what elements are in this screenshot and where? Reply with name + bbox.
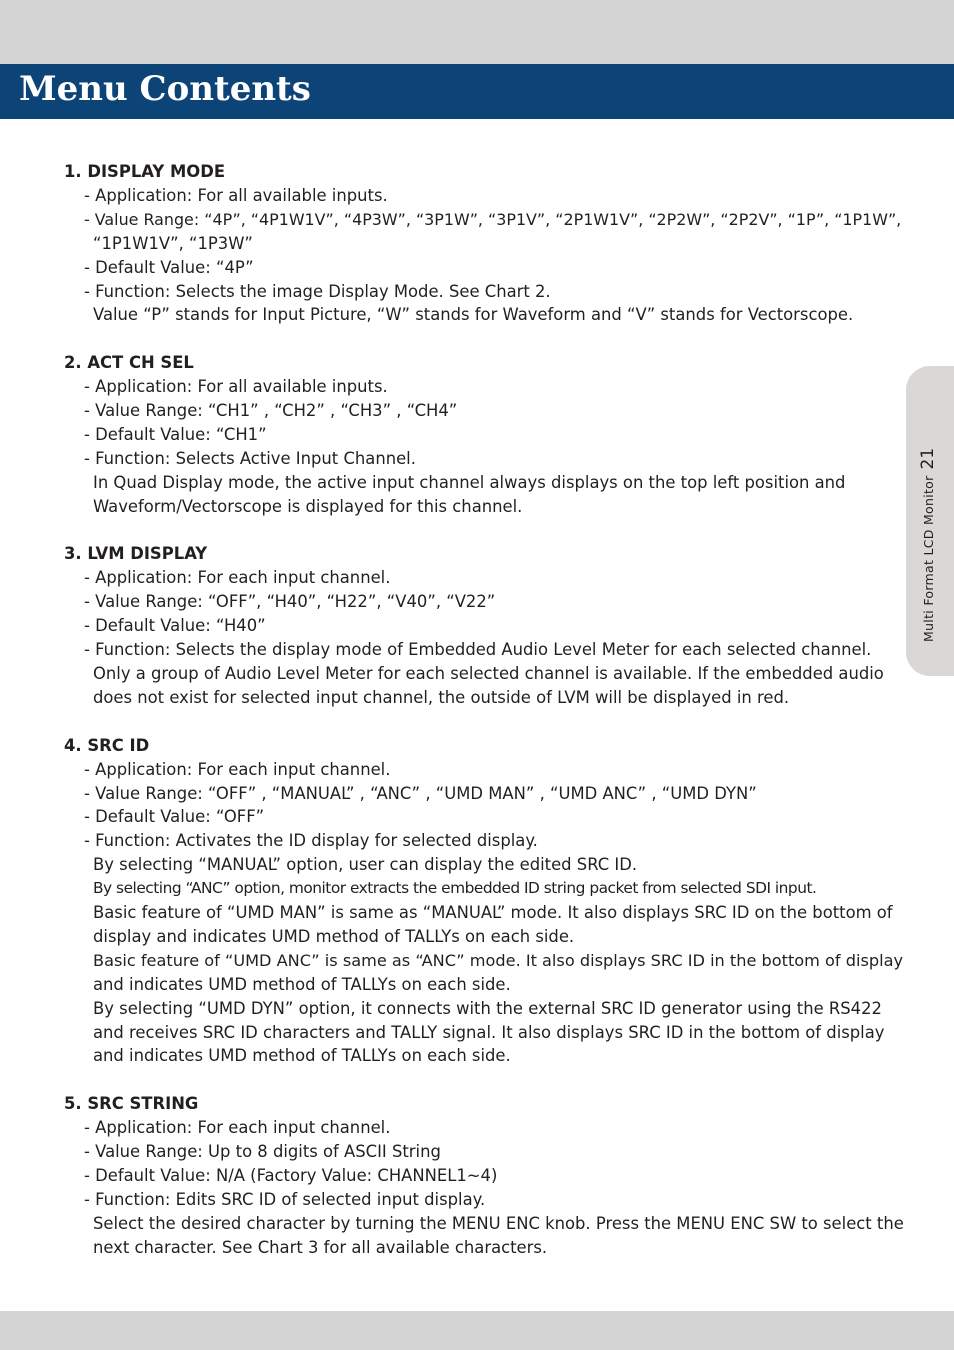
list-item-continuation: In Quad Display mode, the active input channel always displays on the top left position and <box>93 472 846 492</box>
list-item: - Function: Selects Active Input Channel. <box>84 448 416 468</box>
list-item: - Value Range: “OFF”, “H40”, “H22”, “V40”, “V22” <box>84 592 496 612</box>
list-item-continuation: and indicates UMD method of TALLYs on each side. <box>93 1046 511 1066</box>
list-item-continuation: does not exist for selected input channel, the outside of LVM will be displayed in red. <box>93 687 790 707</box>
section-title: 5. SRC STRING <box>64 1094 199 1114</box>
list-item-continuation: Basic feature of “UMD MAN” is same as “MANUAL” mode. It also displays SRC ID on the bottom of <box>93 903 893 923</box>
menu-content <box>64 160 904 1284</box>
list-item: - Value Range: “CH1” , “CH2” , “CH3” , “CH4” <box>84 401 458 421</box>
list-item-continuation: Value “P” stands for Input Picture, “W” stands for Waveform and “V” stands for Vectorscope. <box>93 305 854 325</box>
list-item: - Function: Edits SRC ID of selected input display. <box>84 1189 486 1209</box>
section-display-mode <box>64 160 904 327</box>
list-item-continuation: and indicates UMD method of TALLYs on each side. <box>93 974 511 994</box>
list-item: - Value Range: “4P”, “4P1W1V”, “4P3W”, “3P1W”, “3P1V”, “2P1W1V”, “2P2W”, “2P2V”, “1P”, “1P1W”, <box>84 209 902 229</box>
list-item-continuation: display and indicates UMD method of TALLYs on each side. <box>93 926 575 946</box>
list-item-continuation: Only a group of Audio Level Meter for each selected channel is available. If the embedded audio <box>93 664 884 683</box>
list-item: - Application: For all available inputs. <box>84 377 388 397</box>
section-src-string <box>64 1092 904 1259</box>
section-src-id <box>64 734 904 1069</box>
title-bar <box>0 64 954 119</box>
list-item: - Value Range: Up to 8 digits of ASCII String <box>84 1142 441 1162</box>
list-item: - Default Value: “CH1” <box>84 424 267 444</box>
list-item: - Default Value: “4P” <box>84 257 254 277</box>
section-title: 4. SRC ID <box>64 735 150 755</box>
list-item: - Application: For each input channel. <box>84 568 391 588</box>
side-tab <box>906 366 954 676</box>
bottom-band <box>0 1311 954 1350</box>
section-title: 2. ACT CH SEL <box>64 353 194 373</box>
list-item: - Function: Selects the image Display Mode. See Chart 2. <box>84 281 551 301</box>
list-item-continuation: By selecting “ANC” option, monitor extracts the embedded ID string packet from selected SDI input. <box>93 879 817 898</box>
list-item-continuation: Select the desired character by turning the MENU ENC knob. Press the MENU ENC SW to select the <box>93 1213 904 1233</box>
list-item-continuation: and receives SRC ID characters and TALLY signal. It also displays SRC ID in the bottom of display <box>93 1022 885 1042</box>
section-lvm-display <box>64 542 904 709</box>
section-title: 1. DISPLAY MODE <box>64 162 226 181</box>
list-item: - Function: Selects the display mode of Embedded Audio Level Meter for each selected channel. <box>84 640 872 660</box>
top-band <box>0 0 954 64</box>
section-title: 3. LVM DISPLAY <box>64 544 208 564</box>
list-item-continuation: “1P1W1V”, “1P3W” <box>93 233 253 253</box>
list-item-continuation: By selecting “UMD DYN” option, it connects with the external SRC ID generator using the RS422 <box>93 998 882 1018</box>
list-item: - Value Range: “OFF” , “MANUAL” , “ANC” , “UMD MAN” , “UMD ANC” , “UMD DYN” <box>84 783 757 803</box>
list-item: - Default Value: “OFF” <box>84 807 265 827</box>
list-item-continuation: Basic feature of “UMD ANC” is same as “ANC” mode. It also displays SRC ID in the bottom of display <box>93 950 904 970</box>
list-item-continuation: next character. See Chart 3 for all available characters. <box>93 1237 548 1257</box>
list-item: - Application: For each input channel. <box>84 759 391 779</box>
list-item-continuation: Waveform/Vectorscope is displayed for this channel. <box>93 496 523 516</box>
document-title: Multi Format LCD Monitor <box>921 475 936 642</box>
list-item: - Function: Activates the ID display for selected display. <box>84 831 538 851</box>
list-item-continuation: By selecting “MANUAL” option, user can display the edited SRC ID. <box>93 855 638 875</box>
list-item: - Default Value: N/A (Factory Value: CHANNEL1~4) <box>84 1166 498 1185</box>
list-item: - Application: For all available inputs. <box>84 185 388 205</box>
section-act-ch-sel <box>64 351 904 518</box>
list-item: - Application: For each input channel. <box>84 1118 391 1138</box>
page-title: Menu Contents <box>19 69 311 109</box>
page-number: 21 <box>918 447 938 470</box>
side-tab-text <box>918 332 954 642</box>
list-item: - Default Value: “H40” <box>84 616 266 636</box>
